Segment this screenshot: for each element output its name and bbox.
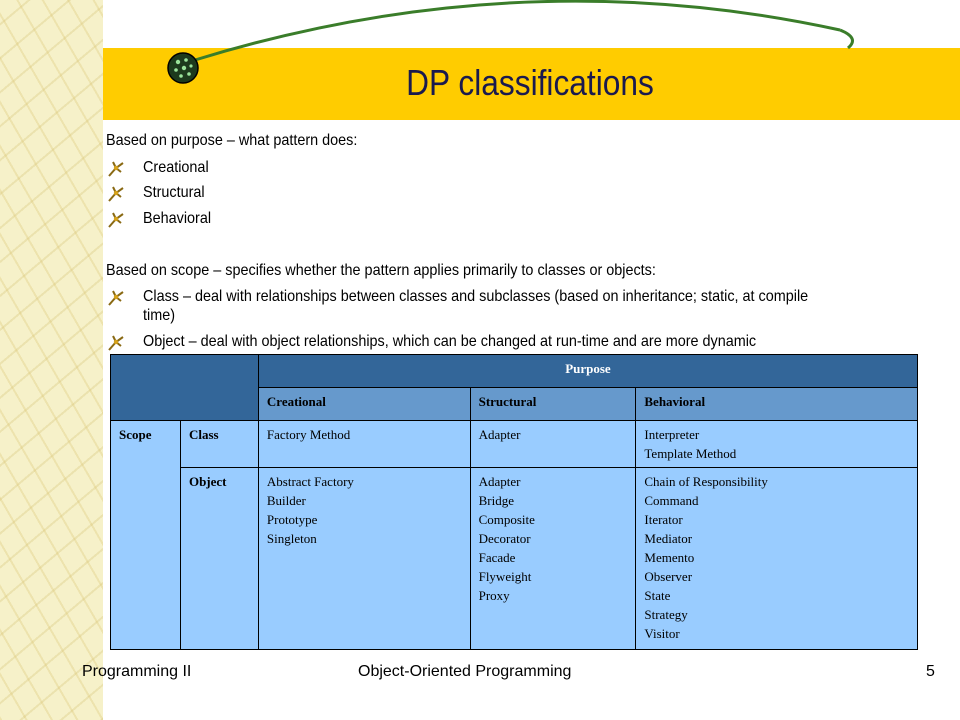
leaf-bullet-icon xyxy=(107,211,125,229)
decorative-left-strip xyxy=(0,0,103,720)
slide-title: DP classifications xyxy=(406,62,654,103)
column-header-behavioral: Behavioral xyxy=(636,388,918,421)
purpose-header: Purpose xyxy=(258,355,917,388)
row-label-class: Class xyxy=(180,421,258,468)
row-label-object: Object xyxy=(180,468,258,650)
cell-class-structural: Adapter xyxy=(470,421,636,468)
leaf-bullet-icon xyxy=(107,289,125,307)
leaf-bullet-icon xyxy=(107,160,125,178)
cell-object-structural: Adapter Bridge Composite Decorator Facade Flyweight Proxy xyxy=(470,468,636,650)
table-row xyxy=(111,468,918,650)
cell-class-behavioral: Interpreter Template Method xyxy=(636,421,918,468)
table-corner-cell xyxy=(111,355,259,421)
cell-object-behavioral: Chain of Responsibility Command Iterator Mediator Memento Observer State Strategy Visitor xyxy=(636,468,918,650)
scope-label: Scope xyxy=(111,421,181,650)
column-header-structural: Structural xyxy=(470,388,636,421)
footer-left: Programming II xyxy=(82,663,192,680)
table-header-row xyxy=(111,355,918,388)
globe-orb-icon xyxy=(166,51,200,85)
leaf-bullet-icon xyxy=(107,334,125,352)
table-row xyxy=(111,421,918,468)
cell-object-creational: Abstract Factory Builder Prototype Singleton xyxy=(258,468,470,650)
page-number: 5 xyxy=(926,663,935,680)
cell-class-creational: Factory Method xyxy=(258,421,470,468)
footer-center: Object-Oriented Programming xyxy=(358,663,572,680)
leaf-bullet-icon xyxy=(107,185,125,203)
column-header-creational: Creational xyxy=(258,388,470,421)
pattern-classification-table xyxy=(110,354,918,650)
